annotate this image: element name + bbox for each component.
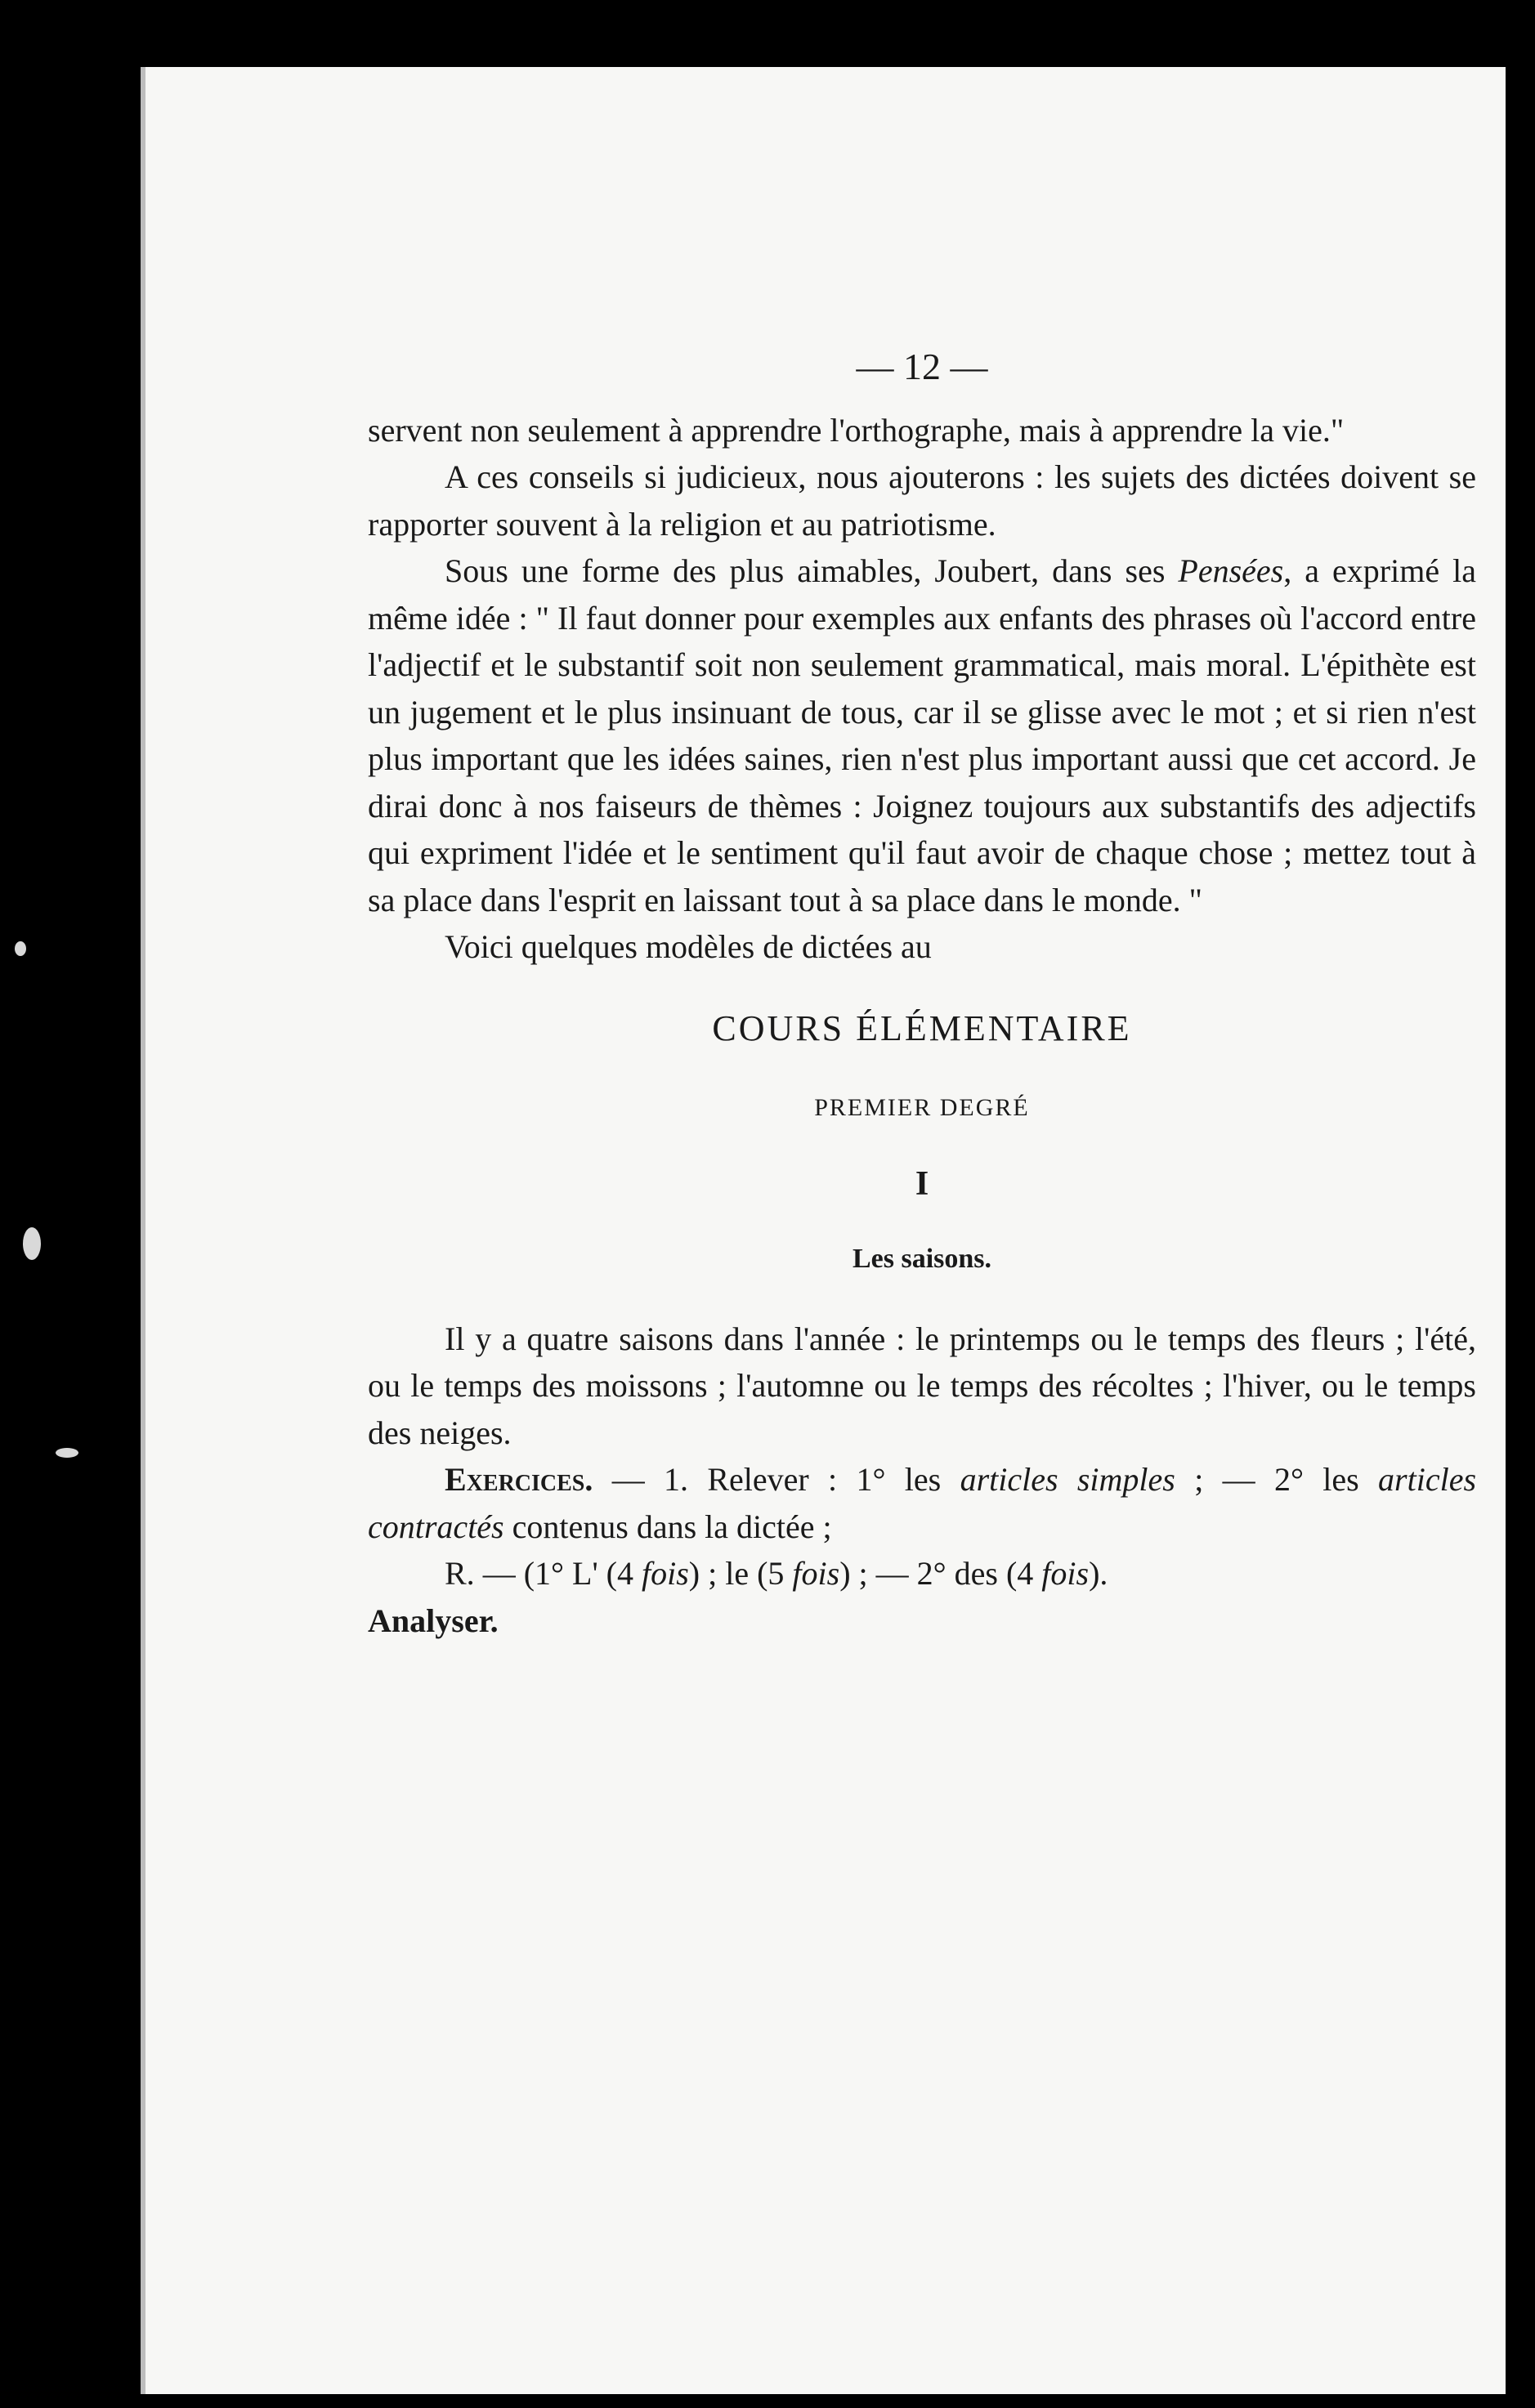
reponse-text-4: ). bbox=[1089, 1555, 1108, 1592]
scan-speck bbox=[23, 1227, 41, 1260]
heading-titre: Les saisons. bbox=[852, 1244, 992, 1274]
dictee-text: Il y a quatre saisons dans l'année : le printemps ou le temps des fleurs ; l'été, ou le temps des moissons ; l'automne ou le temps des récoltes ; l'hiver, ou le temps des neiges. bbox=[368, 1320, 1476, 1451]
paragraph-3 bbox=[368, 547, 1476, 923]
heading-cours: COURS ÉLÉMENTAIRE bbox=[712, 1007, 1132, 1048]
reponse-label: R. bbox=[445, 1555, 475, 1592]
exercices-text-3: contenus dans la dictée ; bbox=[503, 1508, 832, 1545]
pensees-italic: Pensées bbox=[1178, 552, 1284, 589]
exercices-text-1: — 1. Relever : 1° les bbox=[593, 1461, 960, 1498]
exercices-paragraph bbox=[368, 1456, 1476, 1550]
reponse-italic-3: fois bbox=[1041, 1555, 1090, 1592]
reponse-text-3: ) ; — 2° des (4 bbox=[839, 1555, 1042, 1592]
paragraph-1: servent non seulement à apprendre l'orthographe, mais à apprendre la vie." bbox=[368, 411, 1345, 449]
exercices-label: Exercices. bbox=[445, 1461, 593, 1498]
paragraph-3-start: Sous une forme des plus aimables, Joubert, dans ses bbox=[445, 552, 1179, 589]
page-text bbox=[368, 343, 1476, 1644]
paragraph-2: A ces conseils si judicieux, nous ajouterons : les sujets des dictées doivent se rapporter souvent à la religion et au patriotisme. bbox=[368, 458, 1476, 543]
heading-degre: PREMIER DEGRÉ bbox=[814, 1094, 1030, 1121]
exercices-text-2: ; — 2° les bbox=[1175, 1461, 1379, 1498]
reponse-text-1: — (1° L' (4 bbox=[474, 1555, 642, 1592]
paragraph-4: Voici quelques modèles de dictées au bbox=[445, 928, 932, 965]
page-number: — 12 — bbox=[856, 346, 988, 387]
heading-numero: I bbox=[915, 1164, 929, 1203]
reponse-text-2: ) ; le (5 bbox=[688, 1555, 793, 1592]
reponse-paragraph bbox=[368, 1550, 1476, 1597]
exercices-italic-2: articles contractés bbox=[368, 1461, 1477, 1545]
reponse-italic-1: fois bbox=[641, 1555, 689, 1592]
scan-speck bbox=[15, 941, 26, 956]
scan-speck bbox=[56, 1448, 78, 1458]
analyser-text: Analyser. bbox=[368, 1602, 499, 1639]
paragraph-3-rest: , a exprimé la même idée : " Il faut donner pour exemples aux enfants des phrases où l'accord entre l'adjectif et le substantif soit non seulement grammatical, mais moral. L'épithète est un jugement et le plus insinuant de tous, car il se glisse avec le mot ; et si rien n'est plus important que les idées saines, rien n'est plus important aussi que cet accord. Je dirai donc à nos faiseurs de thèmes : Joignez toujours aux substantifs des adjectifs qui expriment l'idée et le sentiment qu'il faut avoir de chaque chose ; mettez tout à sa place dans l'esprit en laissant tout à sa place dans le monde. " bbox=[368, 552, 1476, 918]
reponse-italic-2: fois bbox=[792, 1555, 840, 1592]
exercices-italic-1: articles simples bbox=[960, 1461, 1175, 1498]
